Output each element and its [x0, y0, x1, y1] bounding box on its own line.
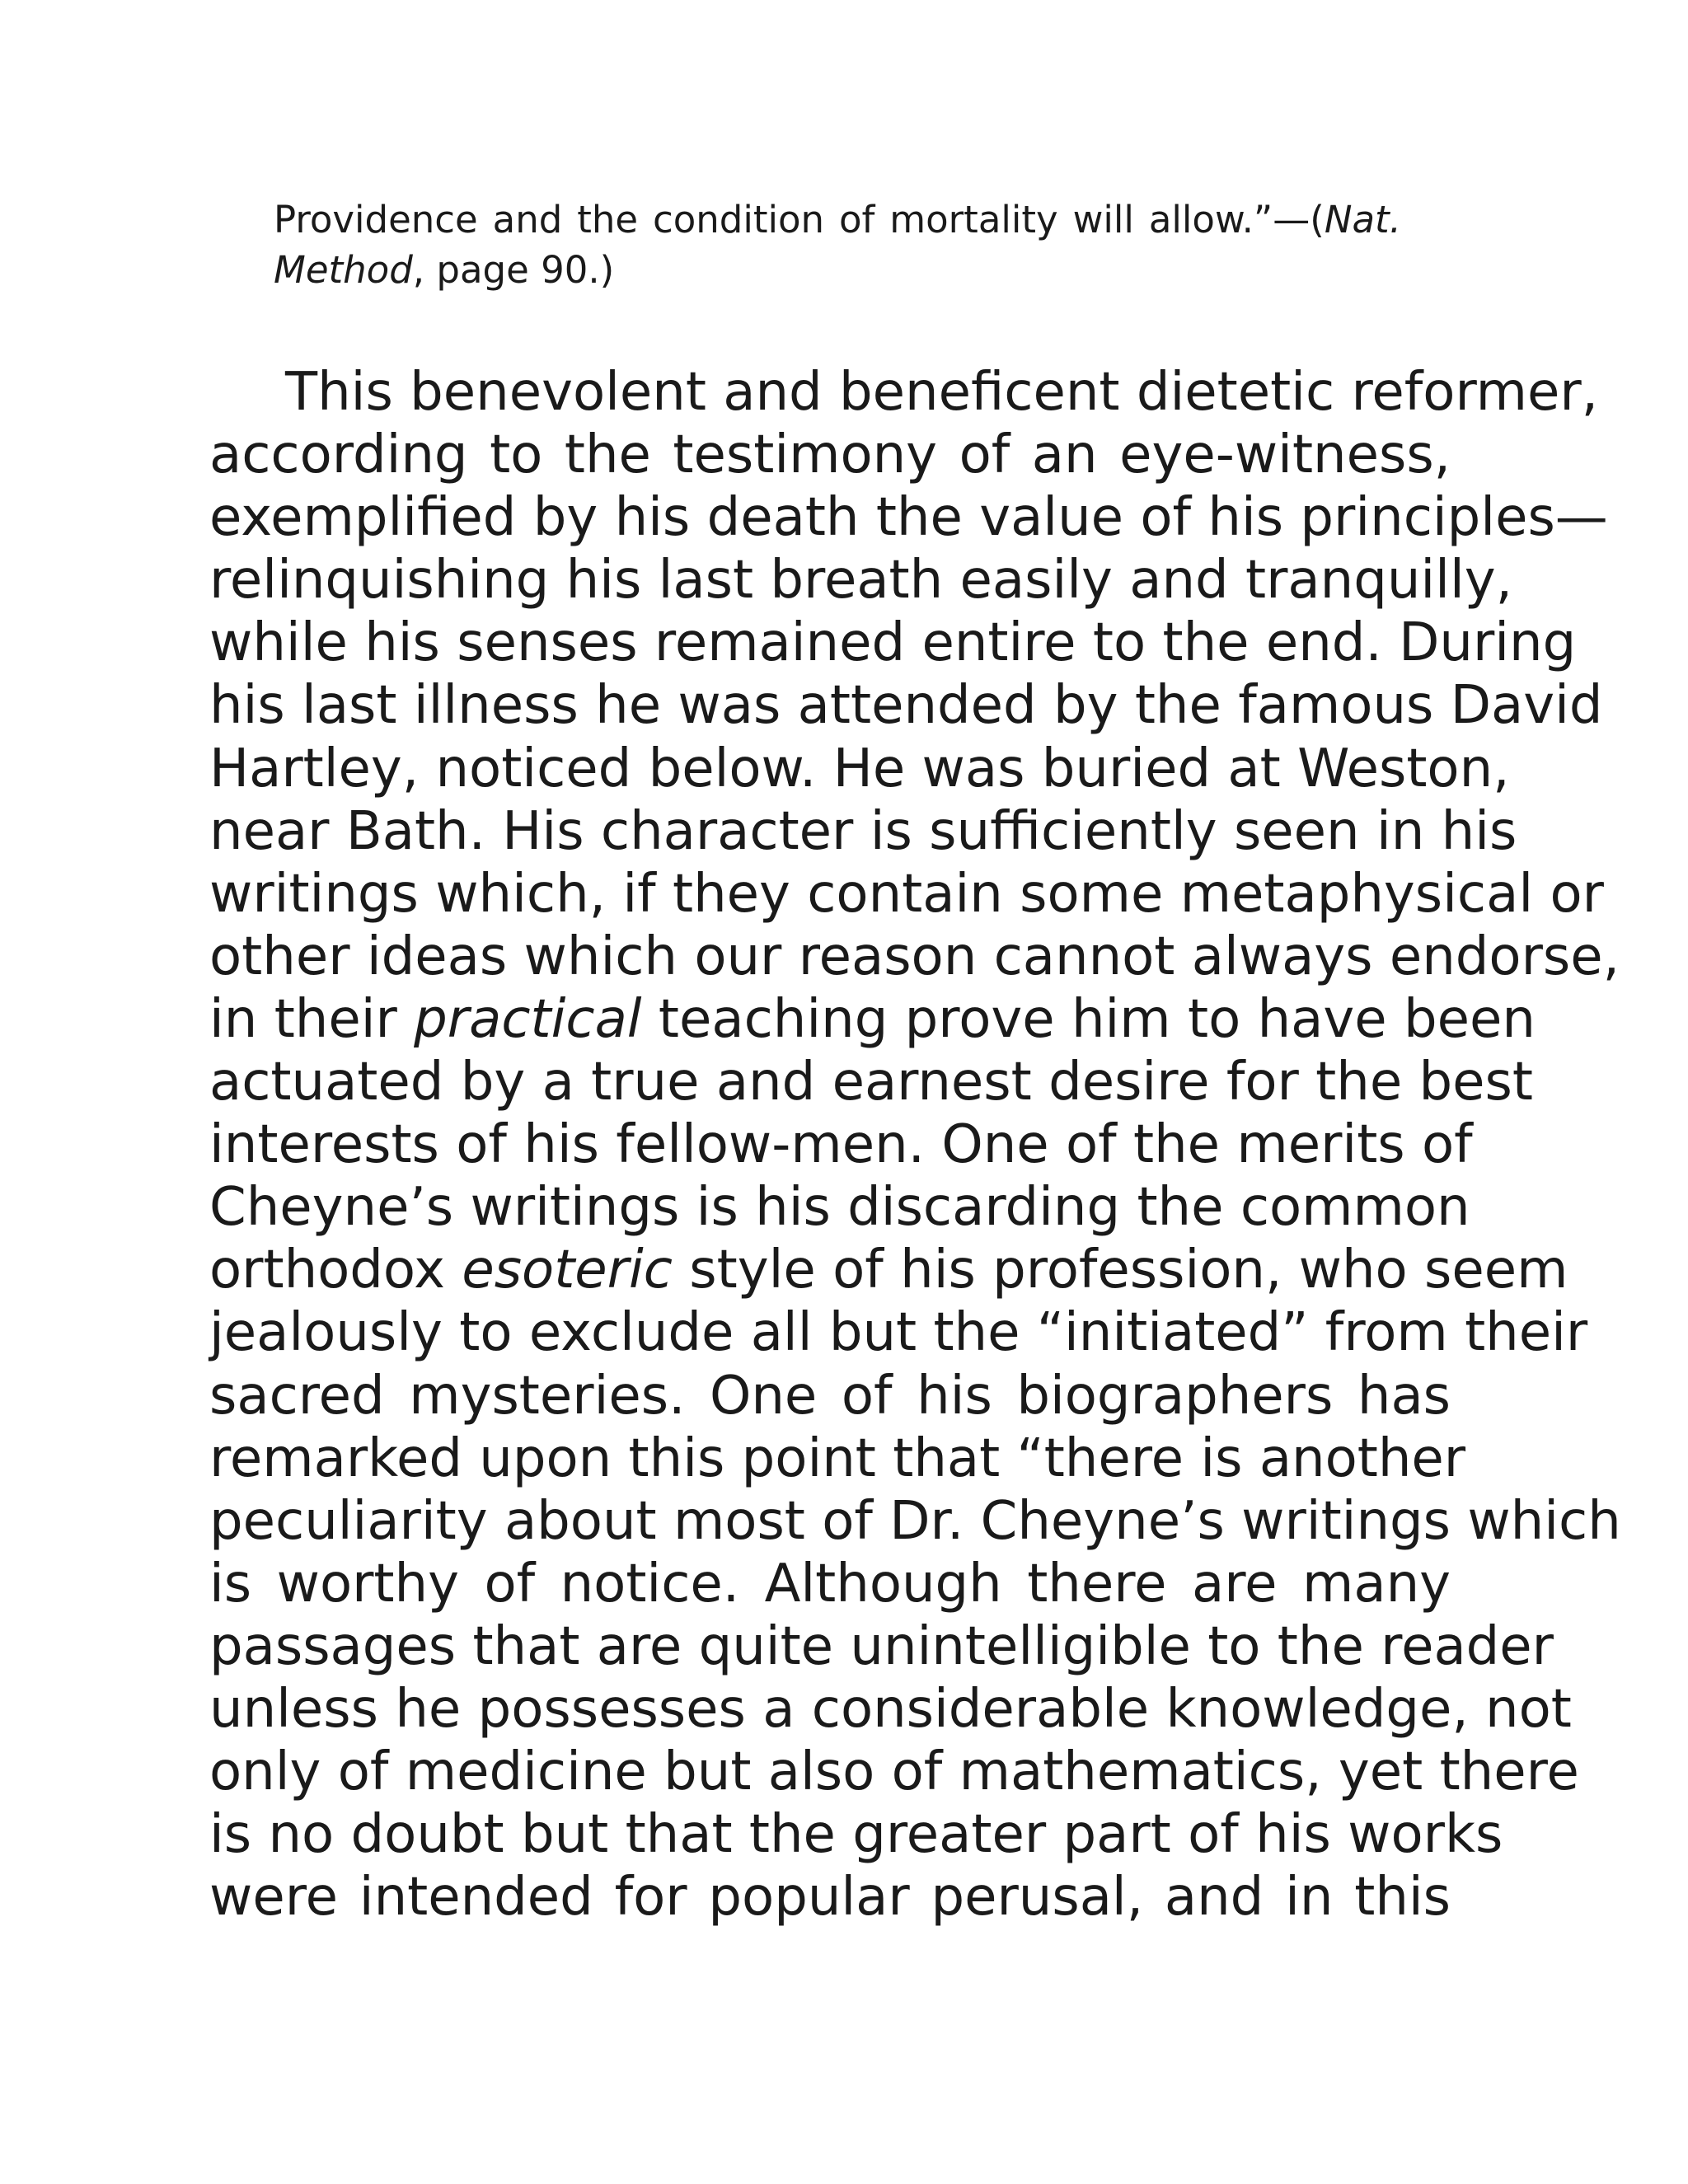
- paragraph-line: near Bath. His character is sufficiently seen in his: [209, 800, 1517, 862]
- paragraph-line: his last illness he was attended by the famous David: [209, 675, 1603, 737]
- quote-source-italic: Nat.: [1324, 198, 1401, 241]
- quote-citation: , page 90.): [412, 248, 615, 292]
- paragraph-line: Cheyne’s writings is his discarding the common: [209, 1177, 1470, 1239]
- paragraph-line: This benevolent and beneficent dietetic reformer,: [285, 362, 1598, 423]
- text-run: orthodox: [209, 1240, 462, 1301]
- paragraph-line: is worthy of notice. Although there are many: [209, 1553, 1451, 1615]
- paragraph-line: passages that are quite unintelligible to the reader: [209, 1615, 1554, 1677]
- quote-text: Providence and the condition of mortality will allow.”—(: [274, 198, 1325, 241]
- paragraph-line: actuated by a true and earnest desire for the best: [209, 1052, 1533, 1113]
- block-quote: [274, 194, 1401, 295]
- paragraph-line: unless he possesses a considerable knowledge, not: [209, 1678, 1572, 1740]
- text-run: in their: [209, 988, 415, 1050]
- paragraph-line: interests of his fellow-men. One of the merits of: [209, 1114, 1473, 1176]
- quote-source-italic: Method: [274, 248, 413, 292]
- quote-line: [274, 194, 1401, 245]
- paragraph-line: other ideas which our reason cannot always endorse,: [209, 926, 1620, 987]
- paragraph-line: sacred mysteries. One of his biographers has: [209, 1365, 1451, 1427]
- paragraph-line: according to the testimony of an eye-witness,: [209, 424, 1451, 486]
- text-run: teaching prove him to have been: [641, 988, 1536, 1050]
- paragraph-line: [209, 1239, 1568, 1301]
- paragraph-line: writings which, if they contain some metaphysical or: [209, 863, 1604, 925]
- paragraph-line: remarked upon this point that “there is another: [209, 1427, 1466, 1489]
- body-paragraph: [209, 361, 1621, 1929]
- italic-word: esoteric: [462, 1240, 673, 1301]
- paragraph-line: is no doubt but that the greater part of his works: [209, 1804, 1503, 1866]
- paragraph-line: while his senses remained entire to the end. During: [209, 612, 1577, 674]
- paragraph-line: Hartley, noticed below. He was buried at Weston,: [209, 738, 1510, 799]
- paragraph-line: were intended for popular perusal, and in this: [209, 1867, 1451, 1929]
- paragraph-line: relinquishing his last breath easily and tranquilly,: [209, 550, 1512, 612]
- italic-word: practical: [414, 988, 642, 1050]
- paragraph-line: jealously to exclude all but the “initiated” from their: [209, 1302, 1588, 1364]
- paragraph-line: exemplified by his death the value of his principles—: [209, 487, 1608, 549]
- quote-line: [274, 245, 1401, 295]
- text-run: style of his profession, who seem: [672, 1240, 1568, 1301]
- paragraph-line: [209, 988, 1536, 1051]
- paragraph-line: only of medicine but also of mathematics, yet there: [209, 1741, 1579, 1803]
- paragraph-line: peculiarity about most of Dr. Cheyne’s writings which: [209, 1490, 1621, 1552]
